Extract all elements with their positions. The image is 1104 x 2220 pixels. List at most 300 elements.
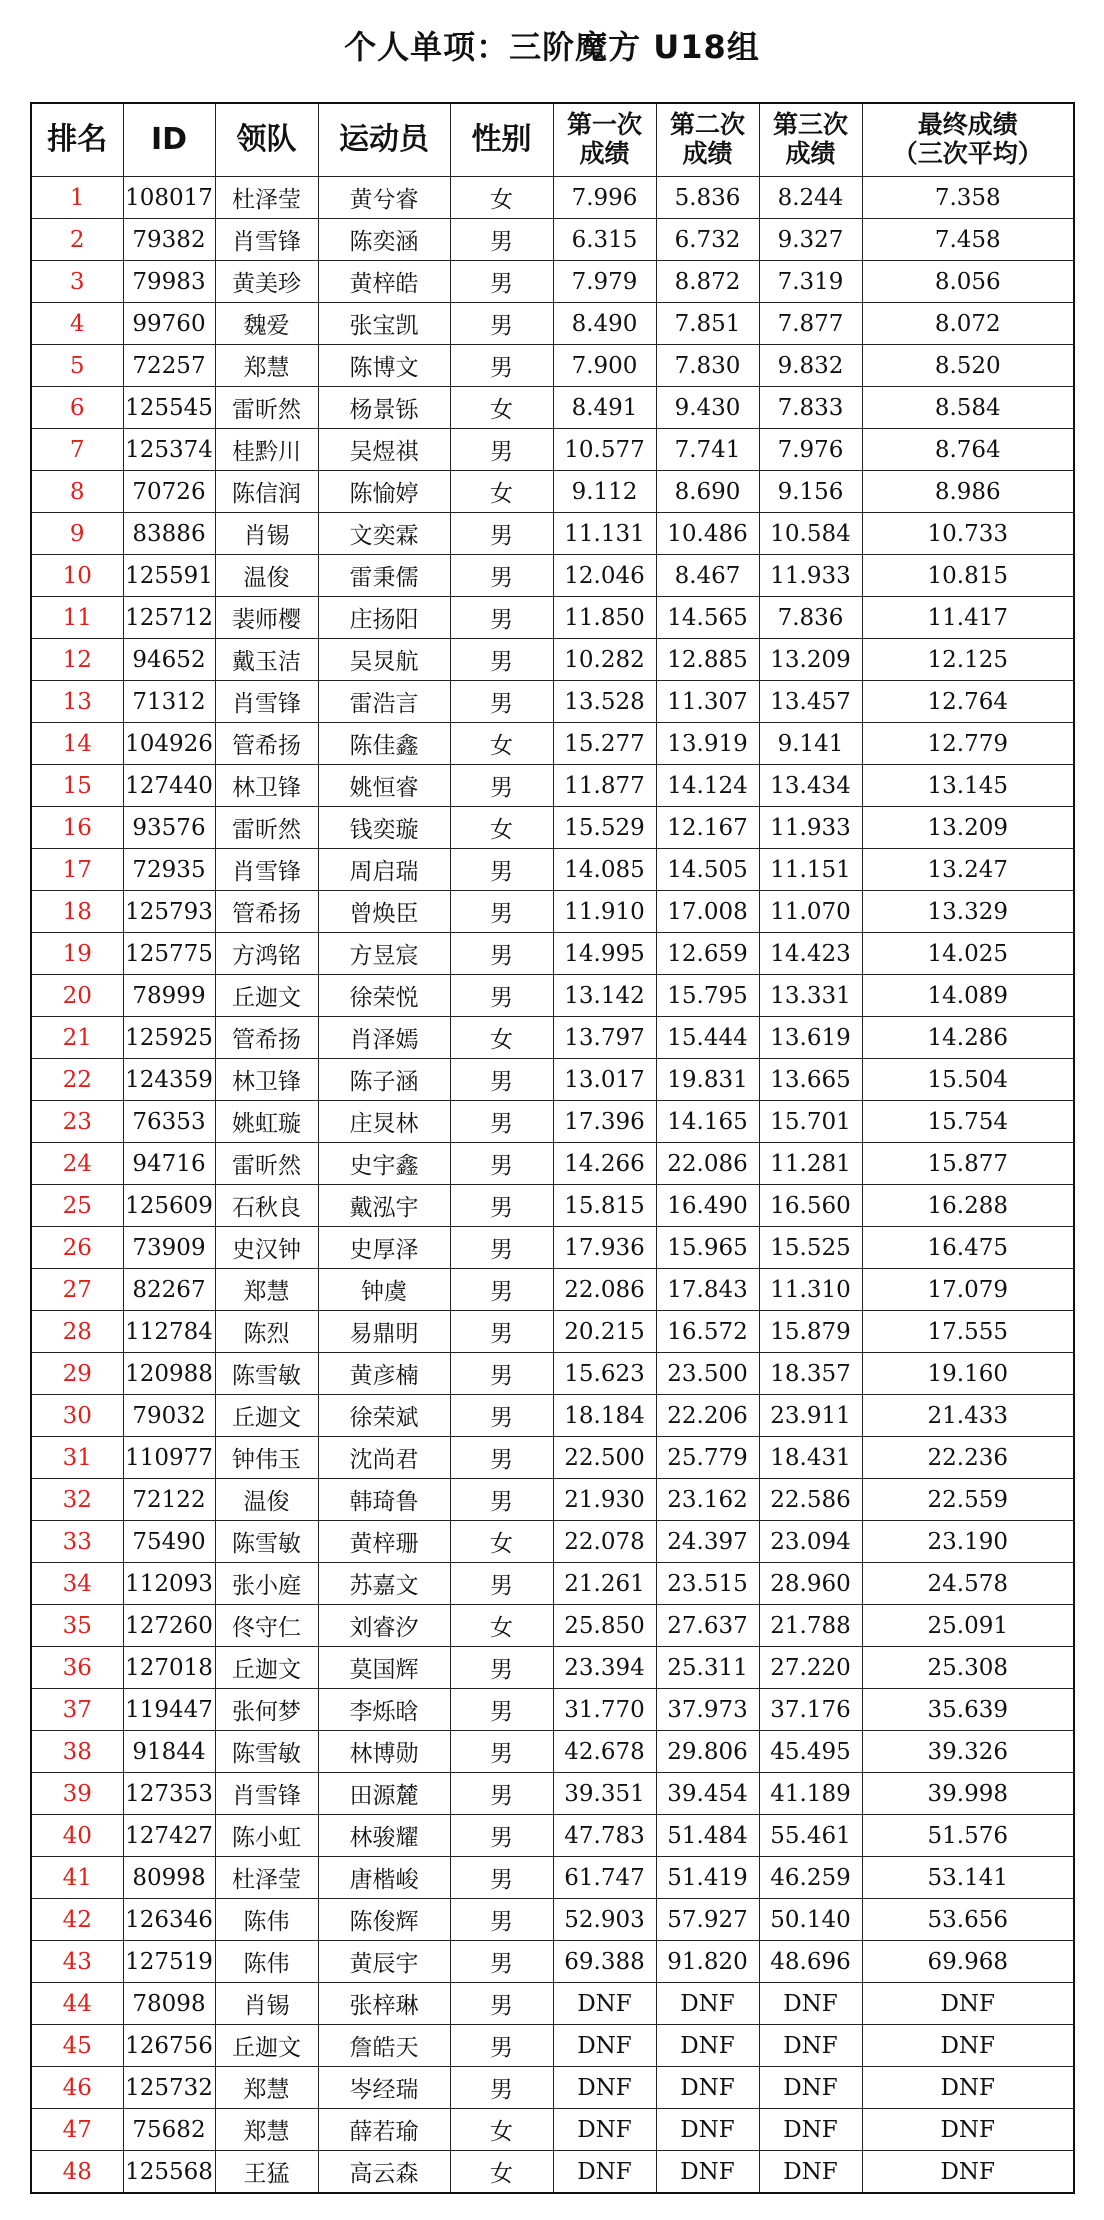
gender-cell: 男 [450, 597, 553, 639]
round-3-cell: 7.836 [759, 597, 862, 639]
rank-cell: 45 [31, 2025, 123, 2067]
final-average-cell: 25.308 [862, 1647, 1074, 1689]
table-row [31, 1857, 1074, 1899]
leader-cell: 温俊 [215, 1479, 318, 1521]
round-2-cell: 7.851 [656, 303, 759, 345]
leader-cell: 黄美珍 [215, 261, 318, 303]
table-row [31, 1017, 1074, 1059]
rank-cell: 29 [31, 1353, 123, 1395]
round-2-cell: 8.690 [656, 471, 759, 513]
athlete-cell: 易鼎明 [318, 1311, 450, 1353]
gender-cell: 男 [450, 1185, 553, 1227]
gender-cell: 男 [450, 1311, 553, 1353]
athlete-cell: 肖泽嫣 [318, 1017, 450, 1059]
round-1-cell: 47.783 [553, 1815, 656, 1857]
id-cell: 82267 [123, 1269, 215, 1311]
round-2-cell: 16.490 [656, 1185, 759, 1227]
id-cell: 125732 [123, 2067, 215, 2109]
table-row [31, 1521, 1074, 1563]
rank-cell: 27 [31, 1269, 123, 1311]
rank-cell: 22 [31, 1059, 123, 1101]
round-3-cell: 11.151 [759, 849, 862, 891]
gender-cell: 男 [450, 1689, 553, 1731]
final-average-cell: 53.656 [862, 1899, 1074, 1941]
id-cell: 83886 [123, 513, 215, 555]
round-3-cell: 11.933 [759, 807, 862, 849]
leader-cell: 张何梦 [215, 1689, 318, 1731]
athlete-cell: 庄扬阳 [318, 597, 450, 639]
header-athlete: 运动员 [318, 103, 450, 177]
athlete-cell: 黄辰宇 [318, 1941, 450, 1983]
gender-cell: 男 [450, 429, 553, 471]
athlete-cell: 戴泓宇 [318, 1185, 450, 1227]
athlete-cell: 张宝凯 [318, 303, 450, 345]
gender-cell: 男 [450, 1143, 553, 1185]
id-cell: 125545 [123, 387, 215, 429]
gender-cell: 男 [450, 765, 553, 807]
round-1-cell: 69.388 [553, 1941, 656, 1983]
rank-cell: 39 [31, 1773, 123, 1815]
round-2-cell: 57.927 [656, 1899, 759, 1941]
round-2-cell: 23.162 [656, 1479, 759, 1521]
gender-cell: 男 [450, 513, 553, 555]
round-1-cell: 11.131 [553, 513, 656, 555]
gender-cell: 女 [450, 471, 553, 513]
gender-cell: 男 [450, 219, 553, 261]
table-row [31, 429, 1074, 471]
athlete-cell: 钱奕璇 [318, 807, 450, 849]
round-2-cell: 14.165 [656, 1101, 759, 1143]
table-row [31, 681, 1074, 723]
gender-cell: 男 [450, 1647, 553, 1689]
final-average-cell: DNF [862, 2067, 1074, 2109]
round-2-cell: 29.806 [656, 1731, 759, 1773]
gender-cell: 男 [450, 1773, 553, 1815]
id-cell: 125925 [123, 1017, 215, 1059]
leader-cell: 佟守仁 [215, 1605, 318, 1647]
round-2-cell: DNF [656, 2109, 759, 2151]
final-average-cell: 15.754 [862, 1101, 1074, 1143]
gender-cell: 女 [450, 1521, 553, 1563]
id-cell: 127440 [123, 765, 215, 807]
round-2-cell: 25.779 [656, 1437, 759, 1479]
header-round-1 [553, 103, 656, 177]
round-1-cell: 11.910 [553, 891, 656, 933]
rank-cell: 35 [31, 1605, 123, 1647]
round-1-cell: 25.850 [553, 1605, 656, 1647]
id-cell: 75682 [123, 2109, 215, 2151]
round-2-cell: 16.572 [656, 1311, 759, 1353]
round-2-cell: 19.831 [656, 1059, 759, 1101]
final-average-cell: 12.125 [862, 639, 1074, 681]
final-average-cell: 10.733 [862, 513, 1074, 555]
header-rank: 排名 [31, 103, 123, 177]
round-1-cell: 17.396 [553, 1101, 656, 1143]
leader-cell: 陈伟 [215, 1899, 318, 1941]
athlete-cell: 陈博文 [318, 345, 450, 387]
athlete-cell: 雷秉儒 [318, 555, 450, 597]
round-3-cell: DNF [759, 2025, 862, 2067]
round-1-cell: 7.996 [553, 177, 656, 219]
leader-cell: 陈烈 [215, 1311, 318, 1353]
header-final-line1: 最终成绩 [917, 110, 1018, 140]
round-2-cell: 37.973 [656, 1689, 759, 1731]
gender-cell: 男 [450, 2067, 553, 2109]
round-3-cell: 11.281 [759, 1143, 862, 1185]
table-row [31, 219, 1074, 261]
round-1-cell: 52.903 [553, 1899, 656, 1941]
gender-cell: 男 [450, 1101, 553, 1143]
athlete-cell: 莫国辉 [318, 1647, 450, 1689]
round-1-cell: DNF [553, 2067, 656, 2109]
rank-cell: 11 [31, 597, 123, 639]
round-2-cell: 22.086 [656, 1143, 759, 1185]
round-1-cell: 61.747 [553, 1857, 656, 1899]
round-1-cell: 13.797 [553, 1017, 656, 1059]
id-cell: 93576 [123, 807, 215, 849]
athlete-cell: 陈愉婷 [318, 471, 450, 513]
gender-cell: 男 [450, 555, 553, 597]
leader-cell: 温俊 [215, 555, 318, 597]
final-average-cell: 13.247 [862, 849, 1074, 891]
id-cell: 119447 [123, 1689, 215, 1731]
final-average-cell: 10.815 [862, 555, 1074, 597]
round-3-cell: 14.423 [759, 933, 862, 975]
round-1-cell: 7.979 [553, 261, 656, 303]
gender-cell: 男 [450, 891, 553, 933]
round-2-cell: 17.008 [656, 891, 759, 933]
gender-cell: 男 [450, 1353, 553, 1395]
header-leader: 领队 [215, 103, 318, 177]
final-average-cell: 39.326 [862, 1731, 1074, 1773]
table-row [31, 975, 1074, 1017]
leader-cell: 肖锡 [215, 513, 318, 555]
id-cell: 70726 [123, 471, 215, 513]
round-2-cell: 15.965 [656, 1227, 759, 1269]
gender-cell: 男 [450, 1563, 553, 1605]
rank-cell: 17 [31, 849, 123, 891]
id-cell: 125775 [123, 933, 215, 975]
final-average-cell: 8.986 [862, 471, 1074, 513]
athlete-cell: 李烁晗 [318, 1689, 450, 1731]
leader-cell: 郑慧 [215, 1269, 318, 1311]
round-2-cell: DNF [656, 1983, 759, 2025]
athlete-cell: 刘睿汐 [318, 1605, 450, 1647]
table-row [31, 2151, 1074, 2194]
athlete-cell: 黄彦楠 [318, 1353, 450, 1395]
id-cell: 127260 [123, 1605, 215, 1647]
athlete-cell: 杨景铄 [318, 387, 450, 429]
header-round-3-line2: 成绩 [785, 139, 836, 168]
athlete-cell: 徐荣斌 [318, 1395, 450, 1437]
final-average-cell: 17.079 [862, 1269, 1074, 1311]
leader-cell: 陈信润 [215, 471, 318, 513]
round-1-cell: 14.995 [553, 933, 656, 975]
id-cell: 127353 [123, 1773, 215, 1815]
final-average-cell: 19.160 [862, 1353, 1074, 1395]
round-3-cell: 41.189 [759, 1773, 862, 1815]
rank-cell: 9 [31, 513, 123, 555]
athlete-cell: 黄兮睿 [318, 177, 450, 219]
round-3-cell: 16.560 [759, 1185, 862, 1227]
round-2-cell: 27.637 [656, 1605, 759, 1647]
athlete-cell: 高云森 [318, 2151, 450, 2194]
athlete-cell: 雷浩言 [318, 681, 450, 723]
round-2-cell: 23.515 [656, 1563, 759, 1605]
table-row [31, 1773, 1074, 1815]
table-row [31, 1605, 1074, 1647]
gender-cell: 男 [450, 345, 553, 387]
id-cell: 120988 [123, 1353, 215, 1395]
round-1-cell: 15.277 [553, 723, 656, 765]
rank-cell: 3 [31, 261, 123, 303]
id-cell: 94652 [123, 639, 215, 681]
rank-cell: 18 [31, 891, 123, 933]
round-1-cell: 10.282 [553, 639, 656, 681]
athlete-cell: 徐荣悦 [318, 975, 450, 1017]
round-3-cell: 21.788 [759, 1605, 862, 1647]
leader-cell: 丘迦文 [215, 2025, 318, 2067]
round-3-cell: 18.357 [759, 1353, 862, 1395]
table-row [31, 1269, 1074, 1311]
round-3-cell: 13.434 [759, 765, 862, 807]
gender-cell: 女 [450, 1605, 553, 1647]
round-2-cell: 10.486 [656, 513, 759, 555]
round-3-cell: 11.070 [759, 891, 862, 933]
leader-cell: 肖雪锋 [215, 849, 318, 891]
athlete-cell: 韩琦鲁 [318, 1479, 450, 1521]
leader-cell: 陈小虹 [215, 1815, 318, 1857]
round-3-cell: DNF [759, 2109, 862, 2151]
table-row [31, 1815, 1074, 1857]
leader-cell: 肖雪锋 [215, 681, 318, 723]
id-cell: 78999 [123, 975, 215, 1017]
rank-cell: 10 [31, 555, 123, 597]
athlete-cell: 林骏耀 [318, 1815, 450, 1857]
id-cell: 72257 [123, 345, 215, 387]
rank-cell: 12 [31, 639, 123, 681]
rank-cell: 2 [31, 219, 123, 261]
athlete-cell: 詹皓天 [318, 2025, 450, 2067]
table-row [31, 555, 1074, 597]
table-header-row [31, 103, 1074, 177]
id-cell: 112093 [123, 1563, 215, 1605]
leader-cell: 陈雪敏 [215, 1353, 318, 1395]
gender-cell: 男 [450, 2025, 553, 2067]
leader-cell: 史汉钟 [215, 1227, 318, 1269]
id-cell: 127018 [123, 1647, 215, 1689]
final-average-cell: 8.584 [862, 387, 1074, 429]
id-cell: 75490 [123, 1521, 215, 1563]
athlete-cell: 庄炅林 [318, 1101, 450, 1143]
round-3-cell: 15.525 [759, 1227, 862, 1269]
table-row [31, 1227, 1074, 1269]
final-average-cell: 25.091 [862, 1605, 1074, 1647]
round-1-cell: 11.877 [553, 765, 656, 807]
athlete-cell: 岑经瑞 [318, 2067, 450, 2109]
final-average-cell: 15.877 [862, 1143, 1074, 1185]
rank-cell: 36 [31, 1647, 123, 1689]
rank-cell: 40 [31, 1815, 123, 1857]
final-average-cell: DNF [862, 1983, 1074, 2025]
id-cell: 125712 [123, 597, 215, 639]
round-3-cell: 27.220 [759, 1647, 862, 1689]
round-1-cell: DNF [553, 1983, 656, 2025]
leader-cell: 管希扬 [215, 723, 318, 765]
rank-cell: 4 [31, 303, 123, 345]
gender-cell: 女 [450, 387, 553, 429]
athlete-cell: 史厚泽 [318, 1227, 450, 1269]
athlete-cell: 陈佳鑫 [318, 723, 450, 765]
leader-cell: 肖雪锋 [215, 1773, 318, 1815]
rank-cell: 42 [31, 1899, 123, 1941]
leader-cell: 郑慧 [215, 2067, 318, 2109]
athlete-cell: 陈子涵 [318, 1059, 450, 1101]
round-3-cell: 50.140 [759, 1899, 862, 1941]
gender-cell: 男 [450, 933, 553, 975]
rank-cell: 16 [31, 807, 123, 849]
round-3-cell: 13.209 [759, 639, 862, 681]
round-1-cell: 14.085 [553, 849, 656, 891]
final-average-cell: 8.072 [862, 303, 1074, 345]
leader-cell: 郑慧 [215, 345, 318, 387]
rank-cell: 28 [31, 1311, 123, 1353]
gender-cell: 女 [450, 2109, 553, 2151]
round-2-cell: 25.311 [656, 1647, 759, 1689]
athlete-cell: 方昱宸 [318, 933, 450, 975]
rank-cell: 26 [31, 1227, 123, 1269]
id-cell: 126756 [123, 2025, 215, 2067]
id-cell: 127519 [123, 1941, 215, 1983]
round-2-cell: 24.397 [656, 1521, 759, 1563]
round-1-cell: 22.086 [553, 1269, 656, 1311]
athlete-cell: 黄梓珊 [318, 1521, 450, 1563]
leader-cell: 陈雪敏 [215, 1521, 318, 1563]
final-average-cell: 35.639 [862, 1689, 1074, 1731]
table-row [31, 1563, 1074, 1605]
round-2-cell: DNF [656, 2067, 759, 2109]
leader-cell: 雷昕然 [215, 807, 318, 849]
leader-cell: 裴师樱 [215, 597, 318, 639]
leader-cell: 雷昕然 [215, 1143, 318, 1185]
header-id: ID [123, 103, 215, 177]
round-1-cell: 7.900 [553, 345, 656, 387]
gender-cell: 男 [450, 639, 553, 681]
table-row [31, 1311, 1074, 1353]
leader-cell: 雷昕然 [215, 387, 318, 429]
rank-cell: 38 [31, 1731, 123, 1773]
table-row [31, 765, 1074, 807]
table-row [31, 639, 1074, 681]
round-1-cell: 42.678 [553, 1731, 656, 1773]
header-final-average [862, 103, 1074, 177]
gender-cell: 男 [450, 1857, 553, 1899]
table-row [31, 2067, 1074, 2109]
round-2-cell: 12.885 [656, 639, 759, 681]
round-1-cell: DNF [553, 2025, 656, 2067]
athlete-cell: 史宇鑫 [318, 1143, 450, 1185]
round-3-cell: 23.911 [759, 1395, 862, 1437]
round-2-cell: 14.565 [656, 597, 759, 639]
final-average-cell: 12.764 [862, 681, 1074, 723]
round-2-cell: 15.795 [656, 975, 759, 1017]
table-row [31, 1353, 1074, 1395]
round-2-cell: 12.659 [656, 933, 759, 975]
round-3-cell: 13.619 [759, 1017, 862, 1059]
round-2-cell: 14.505 [656, 849, 759, 891]
round-1-cell: 15.815 [553, 1185, 656, 1227]
round-1-cell: 23.394 [553, 1647, 656, 1689]
gender-cell: 男 [450, 1731, 553, 1773]
round-2-cell: 11.307 [656, 681, 759, 723]
final-average-cell: 53.141 [862, 1857, 1074, 1899]
leader-cell: 陈雪敏 [215, 1731, 318, 1773]
round-3-cell: 13.665 [759, 1059, 862, 1101]
round-1-cell: 18.184 [553, 1395, 656, 1437]
id-cell: 76353 [123, 1101, 215, 1143]
rank-cell: 44 [31, 1983, 123, 2025]
gender-cell: 男 [450, 303, 553, 345]
athlete-cell: 唐楷峻 [318, 1857, 450, 1899]
round-2-cell: 15.444 [656, 1017, 759, 1059]
id-cell: 80998 [123, 1857, 215, 1899]
final-average-cell: 69.968 [862, 1941, 1074, 1983]
round-3-cell: 46.259 [759, 1857, 862, 1899]
rank-cell: 48 [31, 2151, 123, 2194]
round-2-cell: 22.206 [656, 1395, 759, 1437]
final-average-cell: 23.190 [862, 1521, 1074, 1563]
athlete-cell: 林博勋 [318, 1731, 450, 1773]
final-average-cell: 16.475 [862, 1227, 1074, 1269]
id-cell: 126346 [123, 1899, 215, 1941]
table-row [31, 1689, 1074, 1731]
round-3-cell: 9.327 [759, 219, 862, 261]
final-average-cell: 14.025 [862, 933, 1074, 975]
athlete-cell: 吴炅航 [318, 639, 450, 681]
id-cell: 125374 [123, 429, 215, 471]
rank-cell: 1 [31, 177, 123, 219]
final-average-cell: 14.286 [862, 1017, 1074, 1059]
round-1-cell: 39.351 [553, 1773, 656, 1815]
table-row [31, 1647, 1074, 1689]
rank-cell: 32 [31, 1479, 123, 1521]
leader-cell: 戴玉洁 [215, 639, 318, 681]
leader-cell: 丘迦文 [215, 1395, 318, 1437]
header-final-line2: （三次平均） [892, 139, 1043, 168]
gender-cell: 男 [450, 261, 553, 303]
rank-cell: 25 [31, 1185, 123, 1227]
leader-cell: 张小庭 [215, 1563, 318, 1605]
round-2-cell: DNF [656, 2025, 759, 2067]
page-title: 个人单项：三阶魔方 U18组 [344, 28, 760, 66]
rank-cell: 46 [31, 2067, 123, 2109]
round-3-cell: 37.176 [759, 1689, 862, 1731]
round-3-cell: 48.696 [759, 1941, 862, 1983]
id-cell: 127427 [123, 1815, 215, 1857]
header-round-2-line1: 第二次 [669, 110, 745, 140]
round-3-cell: 7.877 [759, 303, 862, 345]
athlete-cell: 苏嘉文 [318, 1563, 450, 1605]
round-3-cell: DNF [759, 2151, 862, 2194]
id-cell: 125568 [123, 2151, 215, 2194]
gender-cell: 女 [450, 2151, 553, 2194]
leader-cell: 方鸿铭 [215, 933, 318, 975]
round-1-cell: 20.215 [553, 1311, 656, 1353]
round-1-cell: DNF [553, 2109, 656, 2151]
table-row [31, 513, 1074, 555]
round-2-cell: 5.836 [656, 177, 759, 219]
round-3-cell: 18.431 [759, 1437, 862, 1479]
